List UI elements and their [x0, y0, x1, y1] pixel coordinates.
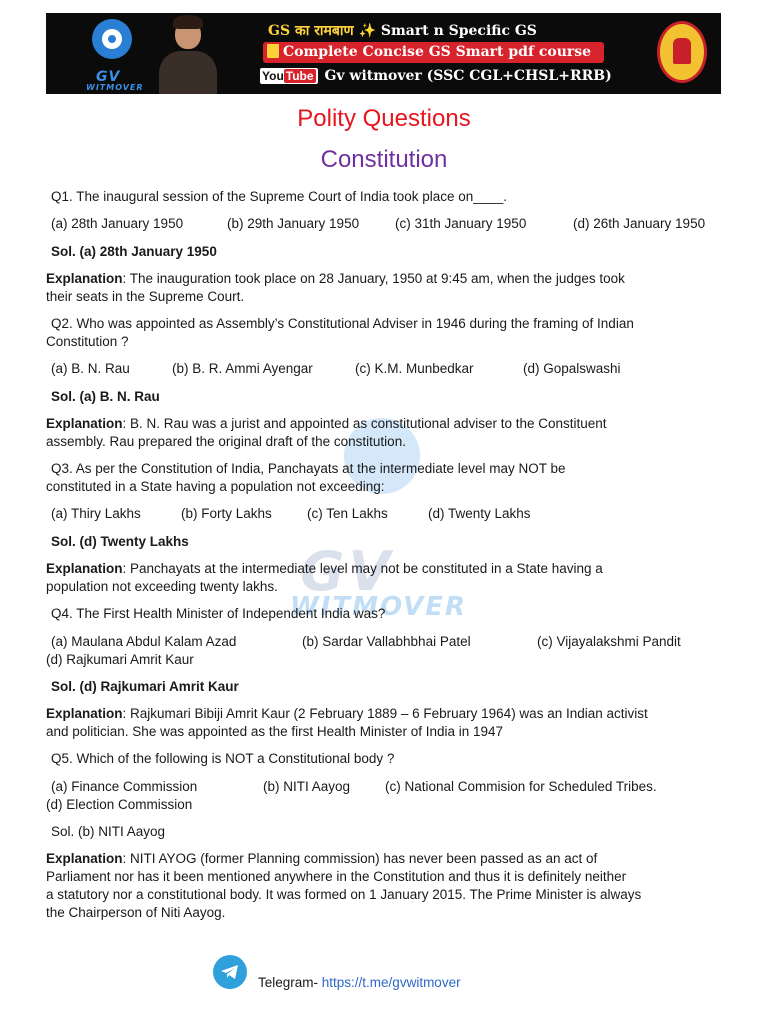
q2-option-c: (c) K.M. Munbedkar	[355, 361, 474, 376]
q1-option-b: (b) 29th January 1950	[227, 216, 360, 231]
banner-channel-text: Gv witmover (SSC CGL+CHSL+RRB)	[324, 68, 612, 84]
watermark-gv: GV	[300, 540, 395, 603]
pdf-icon	[267, 44, 279, 58]
q3-explanation-line-2: population not exceeding twenty lakhs.	[46, 579, 278, 594]
banner-line-3	[260, 68, 612, 84]
explanation-label: Explanation	[46, 851, 123, 866]
q1-option-c: (c) 31th January 1950	[395, 216, 527, 231]
watermark-witmover: WITMOVER	[290, 592, 468, 622]
youtube-icon: You Tube	[260, 68, 318, 84]
q1-option-a: (a) 28th January 1950	[51, 216, 184, 231]
q5-solution: Sol. (b) NITI Aayog	[51, 824, 166, 839]
question-3-line-1: Q3. As per the Constitution of India, Panchayats at the intermediate level may NOT be	[51, 461, 566, 476]
q4-option-c: (c) Vijayalakshmi Pandit	[537, 634, 681, 649]
q2-option-d: (d) Gopalswashi	[523, 361, 621, 376]
q1-explanation-line-1: Explanation: The inauguration took place on 28 January, 1950 at 9:45 am, when the judges took	[46, 271, 625, 286]
q3-option-b: (b) Forty Lakhs	[181, 506, 272, 521]
q2-explanation-line-1: Explanation: B. N. Rau was a jurist and appointed as constitutional adviser to the Constituent	[46, 416, 607, 431]
banner-line-1	[268, 21, 537, 40]
q5-explanation-line-3: a statutory nor a constitutional body. It was formed on 1 January 2015. The Prime Minister is always	[46, 887, 642, 902]
q2-option-a: (a) B. N. Rau	[51, 361, 130, 376]
explanation-label: Explanation	[46, 561, 123, 576]
question-3-line-2: constituted in a State having a population not exceeding:	[46, 479, 385, 494]
header-banner	[46, 13, 721, 94]
banner-line-2	[263, 42, 604, 63]
question-1: Q1. The inaugural session of the Supreme Court of India took place on____.	[51, 189, 508, 204]
banner-course-text: Complete Concise GS Smart pdf course	[283, 44, 592, 60]
q5-option-d: (d) Election Commission	[46, 797, 193, 812]
logo-text-gv: GV	[96, 69, 121, 85]
q1-solution: Sol. (a) 28th January 1950	[51, 244, 217, 259]
banner-tagline-hindi: GS का रामबाण	[268, 23, 354, 39]
q4-option-d: (d) Rajkumari Amrit Kaur	[46, 652, 194, 667]
q2-explanation-line-2: assembly. Rau prepared the original draft of the constitution.	[46, 434, 406, 449]
q3-explanation-line-1: Explanation: Panchayats at the intermediate level may not be constituted in a State having a	[46, 561, 603, 576]
logo-text-witmover: WITMOVER	[86, 83, 144, 92]
question-2-line-1: Q2. Who was appointed as Assembly’s Constitutional Adviser in 1946 during the framing of Indian	[51, 316, 634, 331]
q5-option-c: (c) National Commision for Scheduled Tribes.	[385, 779, 657, 794]
q1-explanation-line-2: their seats in the Supreme Court.	[46, 289, 245, 304]
q1-option-d: (d) 26th January 1950	[573, 216, 706, 231]
telegram-footer	[258, 975, 461, 990]
banner-tagline: Smart n Specific GS	[380, 23, 537, 39]
q4-explanation-line-2: and politician. She was appointed as the first Health Minister of India in 1947	[46, 724, 504, 739]
q4-solution: Sol. (d) Rajkumari Amrit Kaur	[51, 679, 239, 694]
q3-option-a: (a) Thiry Lakhs	[51, 506, 141, 521]
q3-option-d: (d) Twenty Lakhs	[428, 506, 531, 521]
page-title: Polity Questions	[297, 105, 471, 132]
question-4: Q4. The First Health Minister of Independent India was?	[51, 606, 386, 621]
explanation-label: Explanation	[46, 416, 123, 431]
presenter-photo	[157, 15, 219, 94]
q5-explanation-line-4: the Chairperson of Niti Aayog.	[46, 905, 226, 920]
question-5: Q5. Which of the following is NOT a Constitutional body ?	[51, 751, 395, 766]
q3-option-c: (c) Ten Lakhs	[307, 506, 388, 521]
q4-explanation-line-1: Explanation: Rajkumari Bibiji Amrit Kaur (2 February 1889 – 6 February 1964) was an Indian activist	[46, 706, 648, 721]
page-subtitle: Constitution	[320, 146, 448, 173]
telegram-label: Telegram-	[258, 975, 322, 990]
q2-solution: Sol. (a) B. N. Rau	[51, 389, 160, 404]
question-2-line-2: Constitution ?	[46, 334, 129, 349]
q5-explanation-line-2: Parliament nor has it been mentioned anywhere in the Constitution and thus it is definitely neither	[46, 869, 627, 884]
q5-explanation-line-1: Explanation: NITI AYOG (former Planning commission) has never been passed as an act of	[46, 851, 598, 866]
telegram-icon[interactable]	[213, 955, 247, 989]
q3-solution: Sol. (d) Twenty Lakhs	[51, 534, 189, 549]
plug-icon	[102, 29, 122, 49]
explanation-label: Explanation	[46, 706, 123, 721]
magic-wand-icon: ✨	[358, 23, 381, 39]
q5-option-a: (a) Finance Commission	[51, 779, 198, 794]
q4-option-b: (b) Sardar Vallabhbhai Patel	[302, 634, 471, 649]
q5-option-b: (b) NITI Aayog	[263, 779, 351, 794]
brand-logo	[92, 19, 132, 59]
telegram-link[interactable]: https://t.me/gvwitmover	[321, 975, 461, 990]
explanation-label: Explanation	[46, 271, 123, 286]
ssc-emblem-icon	[657, 21, 707, 83]
q2-option-b: (b) B. R. Ammi Ayengar	[172, 361, 313, 376]
q4-option-a: (a) Maulana Abdul Kalam Azad	[51, 634, 237, 649]
